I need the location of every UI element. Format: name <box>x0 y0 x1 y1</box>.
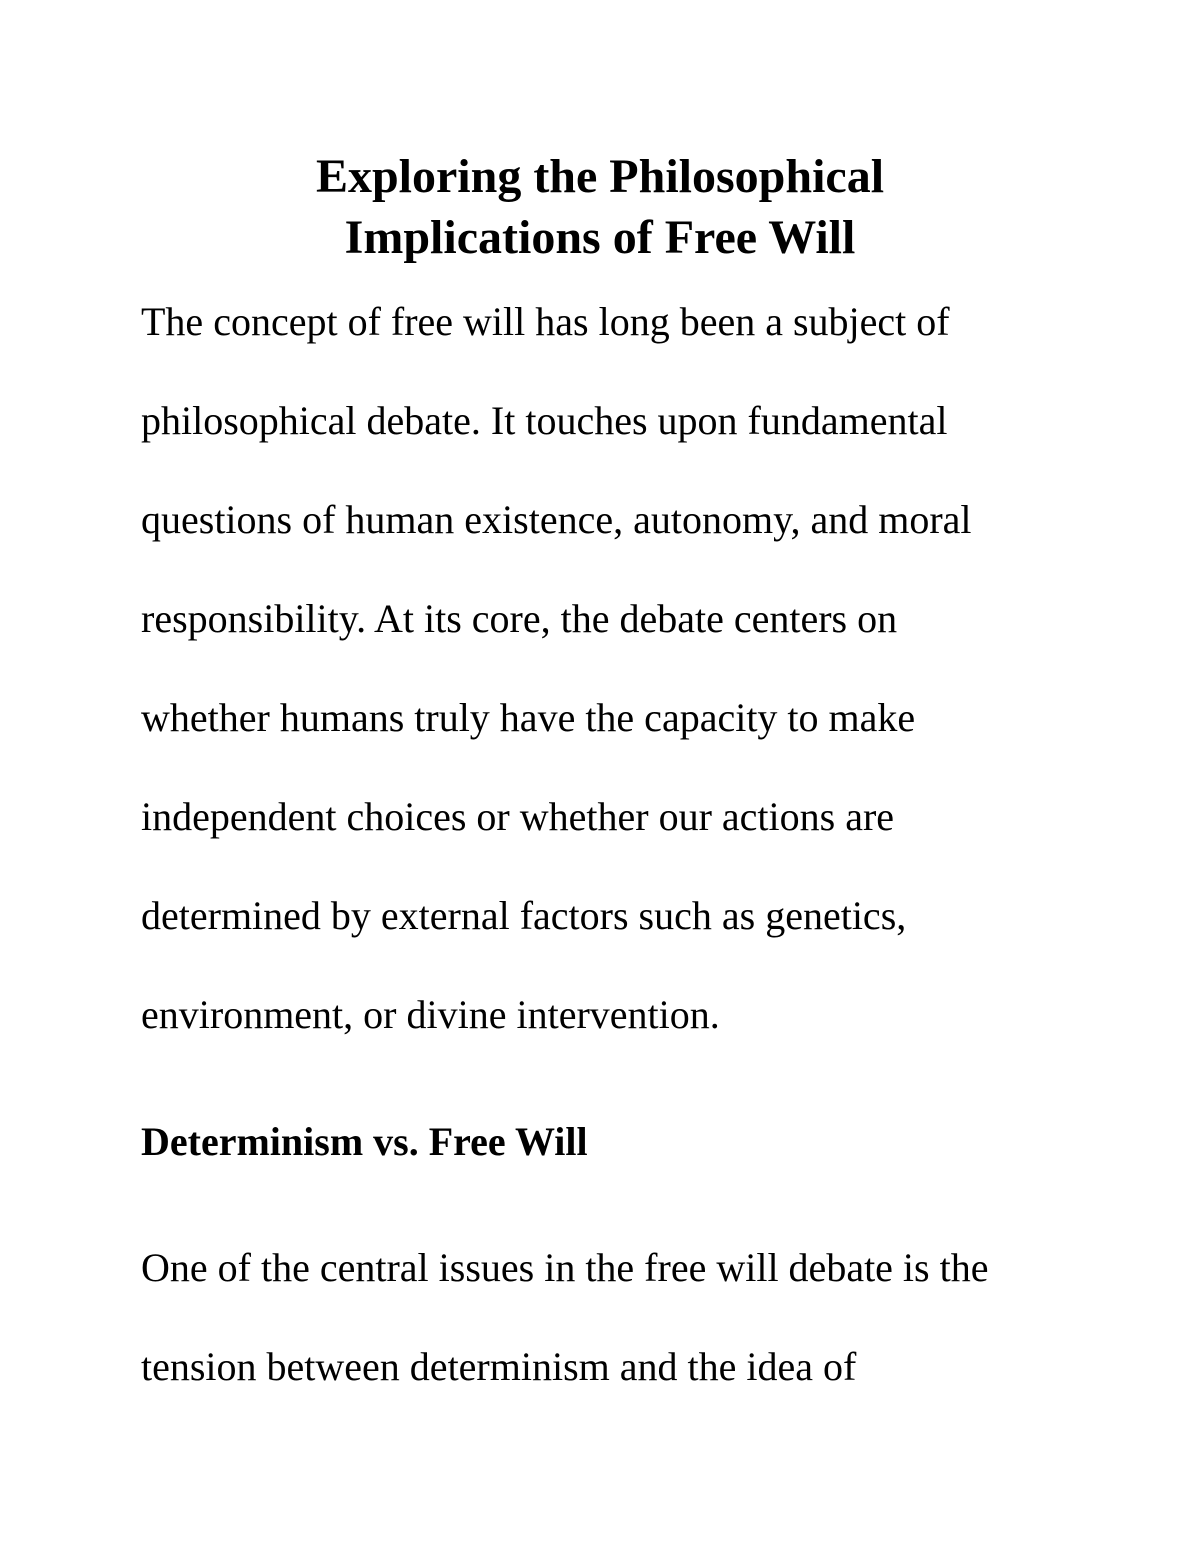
paragraph-line: determined by external factors such as genetics, <box>141 893 907 938</box>
paragraph-line: independent choices or whether our actions are <box>141 794 895 839</box>
paragraph-line: questions of human existence, autonomy, and moral <box>141 497 972 542</box>
title-line: Implications of Free Will <box>344 211 856 264</box>
paragraph-line: The concept of free will has long been a subject of <box>141 299 950 344</box>
paragraph-line: responsibility. At its core, the debate centers on <box>141 596 898 641</box>
document-title <box>0 146 1200 268</box>
section-heading: Determinism vs. Free Will <box>141 1119 588 1164</box>
paragraph-line: tension between determinism and the idea of <box>141 1344 857 1389</box>
title-line: Exploring the Philosophical <box>315 150 885 203</box>
paragraph-line: environment, or divine intervention. <box>141 992 720 1037</box>
paragraph-line: philosophical debate. It touches upon fundamental <box>141 398 948 443</box>
paragraph-line: One of the central issues in the free will debate is the <box>141 1245 989 1290</box>
paragraph-line: whether humans truly have the capacity to make <box>141 695 916 740</box>
